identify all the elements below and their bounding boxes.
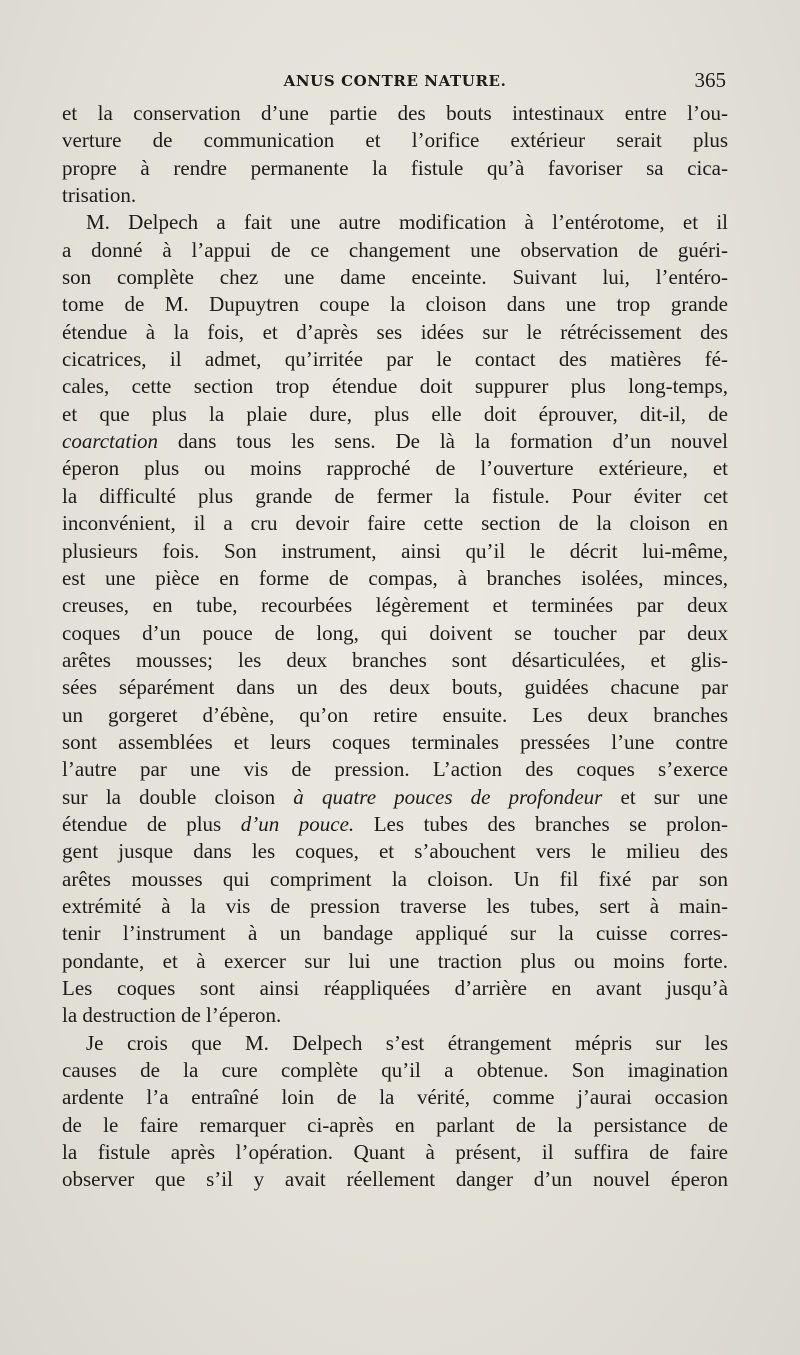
- text-line: [62, 428, 728, 455]
- text-line: arêtes mousses qui compriment la cloison. Un fil fixé par son: [62, 866, 728, 891]
- text-line: a donné à l’appui de ce changement une observation de guéri-: [62, 237, 728, 262]
- text-line: son complète chez une dame enceinte. Suivant lui, l’entéro-: [62, 265, 728, 290]
- text-line: [62, 784, 728, 811]
- page-number: 365: [694, 68, 726, 92]
- text-line: éperon plus ou moins rapproché de l’ouverture extérieure, et: [62, 456, 728, 481]
- body-text: [62, 100, 728, 1194]
- text-segment: étendue de plus: [62, 811, 241, 836]
- text-line: creuses, en tube, recourbées légèrement et terminées par deux: [62, 593, 728, 618]
- text-line: l’autre par une vis de pression. L’action des coques s’exerce: [62, 757, 728, 782]
- text-line: plusieurs fois. Son instrument, ainsi qu’il le décrit lui-même,: [62, 538, 728, 563]
- italic-segment: d’un pouce.: [240, 811, 355, 836]
- text-line: inconvénient, il a cru devoir faire cette section de la cloison en: [62, 511, 728, 536]
- text-line: coques d’un pouce de long, qui doivent se toucher par deux: [62, 620, 728, 645]
- text-segment: et sur une: [602, 784, 728, 809]
- text-line: verture de communication et l’orifice extérieur serait plus: [62, 128, 728, 153]
- text-line: gent jusque dans les coques, et s’abouchent vers le milieu des: [62, 839, 728, 864]
- text-line: un gorgeret d’ébène, qu’on retire ensuite. Les deux branches: [62, 702, 728, 727]
- text-line: la fistule après l’opération. Quant à présent, il suffira de faire: [62, 1140, 728, 1165]
- text-line: et la conservation d’une partie des bouts intestinaux entre l’ou-: [62, 101, 728, 125]
- text-line: ardente l’a entraîné loin de la vérité, comme j’aurai occasion: [62, 1085, 728, 1110]
- text-line: de le faire remarquer ci-après en parlant de la persistance de: [62, 1112, 728, 1137]
- text-line: arêtes mousses; les deux branches sont désarticulées, et glis-: [62, 647, 728, 672]
- text-line: cales, cette section trop étendue doit suppurer plus long-temps,: [62, 374, 728, 399]
- text-line: causes de la cure complète qu’il a obtenue. Son imagination: [62, 1058, 728, 1083]
- text-line: extrémité à la vis de pression traverse les tubes, sert à main-: [62, 893, 728, 918]
- text-line: propre à rendre permanente la fistule qu’à favoriser sa cica-: [62, 155, 728, 180]
- text-line: pondante, et à exercer sur lui une traction plus ou moins forte.: [62, 948, 728, 973]
- italic-segment: à quatre pouces de profondeur: [293, 784, 603, 809]
- text-line: la difficulté plus grande de fermer la fistule. Pour éviter cet: [62, 483, 728, 508]
- italic-segment: coarctation: [62, 429, 159, 454]
- text-line: et que plus la plaie dure, plus elle doit éprouver, dit-il, de: [62, 401, 728, 426]
- text-line: M. Delpech a fait une autre modification à l’entérotome, et il: [86, 210, 728, 235]
- text-line: tenir l’instrument à un bandage appliqué sur la cuisse corres-: [62, 921, 728, 946]
- text-line: étendue à la fois, et d’après ses idées sur le rétrécissement des: [62, 319, 728, 344]
- text-line: la destruction de l’éperon.: [62, 1003, 282, 1028]
- text-line: trisation.: [62, 183, 137, 208]
- text-line: Les coques sont ainsi réappliquées d’arrière en avant jusqu’à: [62, 976, 728, 1000]
- text-line: Je crois que M. Delpech s’est étrangement mépris sur les: [86, 1030, 728, 1055]
- page-header: [62, 70, 728, 96]
- text-line: sont assemblées et leurs coques terminales pressées l’une contre: [62, 729, 728, 754]
- text-segment: dans tous les sens. De là la formation d’un nouvel: [158, 429, 728, 454]
- text-line: est une pièce en forme de compas, à branches isolées, minces,: [62, 565, 728, 590]
- text-segment: sur la double cloison: [62, 784, 294, 809]
- text-line: observer que s’il y avait réellement danger d’un nouvel éperon: [62, 1167, 728, 1192]
- text-line: tome de M. Dupuytren coupe la cloison dans une trop grande: [62, 292, 728, 317]
- text-line: [62, 811, 728, 838]
- text-line: sées séparément dans un des deux bouts, guidées chacune par: [62, 675, 728, 700]
- text-line: cicatrices, il admet, qu’irritée par le contact des matières fé-: [62, 347, 728, 372]
- text-segment: Les tubes des branches se prolon-: [354, 811, 729, 836]
- running-title: ANUS CONTRE NATURE.: [283, 72, 507, 90]
